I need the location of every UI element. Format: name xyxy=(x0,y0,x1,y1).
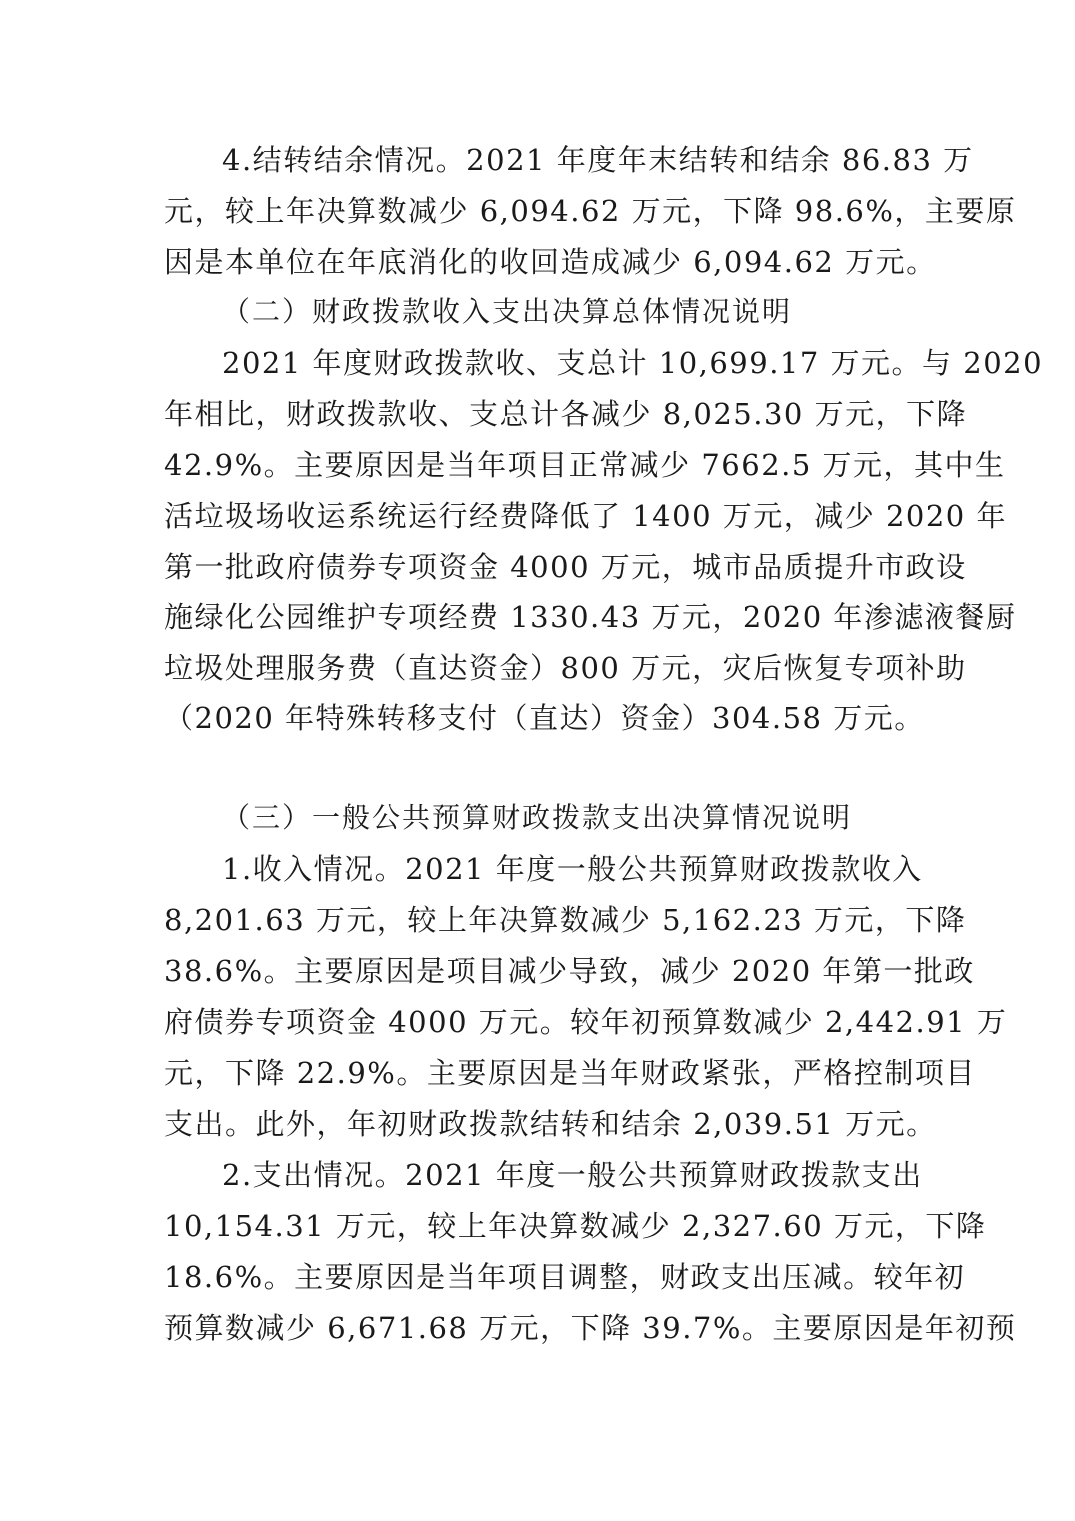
paragraph-line: 2.支出情况。2021 年度一般公共预算财政拨款支出 xyxy=(222,1158,923,1192)
paragraph-line: 支出。此外，年初财政拨款结转和结余 2,039.51 万元。 xyxy=(164,1107,937,1141)
paragraph-line: 府债券专项资金 4000 万元。较年初预算数减少 2,442.91 万 xyxy=(164,1005,1008,1039)
paragraph-line: 年相比，财政拨款收、支总计各减少 8,025.30 万元，下降 xyxy=(164,397,968,431)
paragraph-line: 8,201.63 万元，较上年决算数减少 5,162.23 万元，下降 xyxy=(164,903,967,937)
paragraph-line: 38.6%。主要原因是项目减少导致，减少 2020 年第一批政 xyxy=(164,954,975,988)
paragraph-line: 1.收入情况。2021 年度一般公共预算财政拨款收入 xyxy=(222,852,923,886)
paragraph-line: 18.6%。主要原因是当年项目调整，财政支出压减。较年初 xyxy=(164,1260,966,1294)
section-heading: （三）一般公共预算财政拨款支出决算情况说明 xyxy=(222,801,853,834)
paragraph-line: （2020 年特殊转移支付（直达）资金）304.58 万元。 xyxy=(164,701,925,735)
paragraph-line: 元，下降 22.9%。主要原因是当年财政紧张，严格控制项目 xyxy=(164,1056,976,1090)
paragraph-line: 因是本单位在年底消化的收回造成减少 6,094.62 万元。 xyxy=(164,245,937,279)
paragraph-line: 10,154.31 万元，较上年决算数减少 2,327.60 万元，下降 xyxy=(164,1209,987,1243)
paragraph-line: 42.9%。主要原因是当年项目正常减少 7662.5 万元，其中生 xyxy=(164,448,1006,482)
paragraph-line: 预算数减少 6,671.68 万元，下降 39.7%。主要原因是年初预 xyxy=(164,1311,1017,1345)
paragraph-line: 2021 年度财政拨款收、支总计 10,699.17 万元。与 2020 xyxy=(222,346,1044,380)
paragraph-line: 活垃圾场收运系统运行经费降低了 1400 万元，减少 2020 年 xyxy=(164,499,1007,533)
paragraph-line: 施绿化公园维护专项经费 1330.43 万元，2020 年渗滤液餐厨 xyxy=(164,600,1017,634)
section-heading: （二）财政拨款收入支出决算总体情况说明 xyxy=(222,295,793,328)
paragraph-line: 4.结转结余情况。2021 年度年末结转和结余 86.83 万 xyxy=(222,143,974,177)
paragraph-line: 垃圾处理服务费（直达资金）800 万元，灾后恢复专项补助 xyxy=(164,651,967,685)
paragraph-line: 第一批政府债券专项资金 4000 万元，城市品质提升市政设 xyxy=(164,550,967,584)
paragraph-line: 元，较上年决算数减少 6,094.62 万元，下降 98.6%，主要原 xyxy=(164,194,1017,228)
